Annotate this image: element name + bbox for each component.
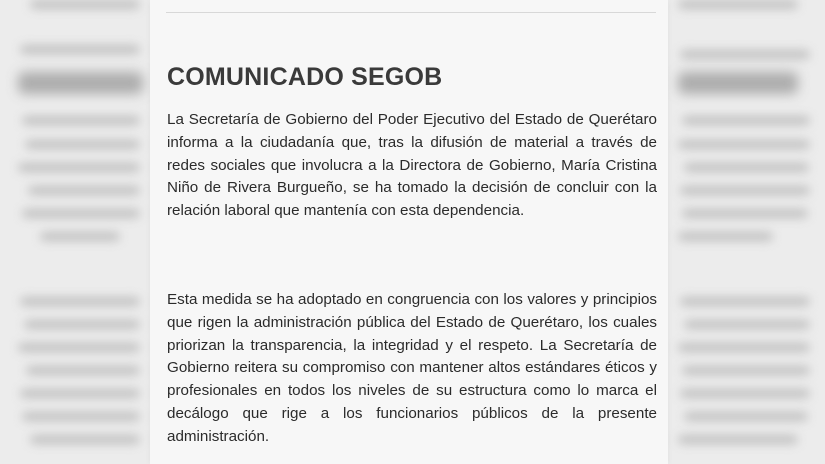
blurred-background-right <box>668 0 825 464</box>
document-title: COMUNICADO SEGOB <box>167 63 443 91</box>
blurred-background-left <box>0 0 150 464</box>
paragraph-2: Esta medida se ha adoptado en congruencia con los valores y principios que rigen la administración pública del Estado de Querétaro, los cuales priorizan la transparencia, la integridad y el respeto. La Secretaría de Gobierno reitera su compromiso con mantener altos estándares éticos y profesionales en todos los niveles de su estructura como lo marca el decálogo que rige a los funcionarios públicos de la presente administración. <box>167 291 657 445</box>
top-divider <box>166 12 656 13</box>
paragraph-1: La Secretaría de Gobierno del Poder Ejecutivo del Estado de Querétaro informa a la ciudadanía que, tras la difusión de material a través de redes sociales que involucra a la Directora de Gobierno, María Cristina Niño de Rivera Burgueño, se ha tomado la decisión de concluir con la relación laboral que mantenía con esta dependencia. <box>167 111 657 220</box>
document-sheet <box>150 0 668 464</box>
